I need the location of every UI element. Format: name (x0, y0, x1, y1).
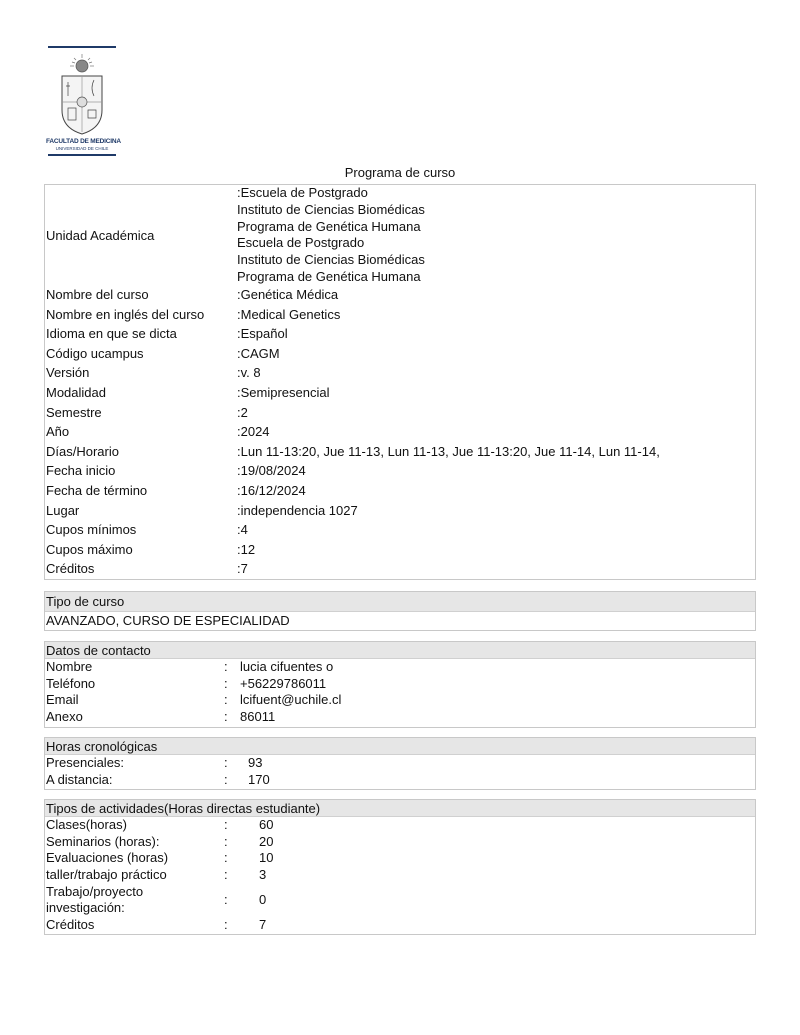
logo-university-text: UNIVERSIDAD DE CHILE (55, 146, 109, 151)
actividad-label: Créditos (46, 917, 95, 932)
course-field-label: Nombre en inglés del curso (46, 306, 205, 322)
actividad-value: 60 (259, 817, 274, 832)
contact-value: lcifuent@uchile.cl (240, 692, 342, 708)
actividad-label: Trabajo/proyecto (46, 884, 144, 899)
faculty-logo (46, 46, 121, 156)
horas-label: A distancia: (46, 771, 113, 787)
course-field-label: Fecha inicio (46, 463, 116, 479)
tipo-curso-header: Tipo de curso (45, 592, 755, 612)
actividades-box (44, 799, 756, 935)
contact-label: Anexo (46, 709, 83, 725)
course-field-value: :Semipresencial (237, 385, 330, 400)
unidad-academica-line: :Escuela de Postgrado (237, 185, 368, 200)
course-field-value: :16/12/2024 (237, 483, 306, 498)
course-field-label: Créditos (46, 561, 95, 577)
actividad-label: investigación: (46, 900, 125, 915)
course-field-label: Año (46, 424, 70, 440)
contact-label: Nombre (46, 659, 93, 674)
course-field-value: :CAGM (237, 345, 280, 361)
course-field-label: Semestre (46, 404, 102, 420)
actividad-label: Seminarios (horas): (46, 834, 160, 849)
actividad-label: Clases(horas) (46, 817, 127, 832)
document-title: Programa de curso (344, 165, 456, 180)
actividades-header: Tipos de actividades(Horas directas estudiante) (45, 800, 755, 817)
course-field-label: Cupos máximo (46, 541, 133, 557)
course-field-value: :7 (237, 561, 248, 577)
course-field-label: Modalidad (46, 385, 106, 400)
course-field-value: :Genética Médica (237, 287, 339, 302)
course-field-value: :v. 8 (237, 365, 261, 381)
contacto-box (44, 641, 756, 728)
course-field-value: :12 (237, 541, 256, 557)
course-field-label: Fecha de término (46, 483, 148, 498)
tipo-curso-box (44, 591, 756, 631)
contact-separator: : (224, 709, 228, 725)
contact-separator: : (224, 659, 228, 674)
course-field-value: :2024 (237, 424, 270, 440)
course-field-label: Días/Horario (46, 443, 119, 459)
contact-separator: : (224, 675, 228, 691)
unidad-academica-line: Instituto de Ciencias Biomédicas (237, 252, 425, 267)
course-field-value: :Medical Genetics (237, 306, 341, 322)
unidad-academica-label: Unidad Académica (46, 228, 155, 243)
actividad-label: Evaluaciones (horas) (46, 850, 169, 865)
contact-label: Teléfono (46, 675, 96, 691)
horas-separator: : (224, 771, 228, 787)
course-info-box (44, 184, 756, 580)
course-field-value: :Español (237, 326, 288, 342)
horas-separator: : (224, 755, 228, 770)
horas-box (44, 737, 756, 790)
actividad-separator: : (224, 850, 228, 865)
contact-value: lucia cifuentes o (240, 659, 334, 674)
horas-value: 93 (248, 755, 263, 770)
horas-header: Horas cronológicas (45, 738, 755, 755)
horas-label: Presenciales: (46, 755, 125, 770)
unidad-academica-line: Programa de Genética Humana (237, 269, 421, 284)
actividad-value: 20 (259, 834, 274, 849)
contact-value: 86011 (240, 709, 276, 725)
faculty-seal-icon (56, 52, 108, 138)
course-field-value: :19/08/2024 (237, 463, 306, 479)
course-field-label: Código ucampus (46, 345, 144, 361)
course-field-value: :4 (237, 522, 248, 538)
logo-faculty-text: FACULTAD DE MEDICINA (46, 138, 121, 145)
tipo-curso-value: AVANZADO, CURSO DE ESPECIALIDAD (46, 613, 290, 628)
course-field-label: Cupos mínimos (46, 522, 137, 538)
contact-separator: : (224, 692, 228, 708)
course-field-label: Nombre del curso (46, 287, 149, 302)
unidad-academica-line: Escuela de Postgrado (237, 235, 365, 250)
actividad-separator: : (224, 817, 228, 832)
logo-bottom-rule (48, 154, 116, 156)
course-field-value: :Lun 11-13:20, Jue 11-13, Lun 11-13, Jue 11-13:20, Jue 11-14, Lun 11-14, (237, 443, 660, 459)
contact-label: Email (46, 692, 79, 708)
contacto-header: Datos de contacto (45, 642, 755, 659)
actividad-separator: : (224, 892, 228, 907)
unidad-academica-line: Instituto de Ciencias Biomédicas (237, 202, 425, 217)
course-field-value: :independencia 1027 (237, 502, 358, 518)
actividad-separator: : (224, 917, 228, 932)
contact-value: +56229786011 (240, 675, 327, 691)
actividad-separator: : (224, 834, 228, 849)
unidad-academica-line: Programa de Genética Humana (237, 219, 421, 234)
horas-value: 170 (248, 771, 270, 787)
course-field-label: Versión (46, 365, 90, 381)
actividad-label: taller/trabajo práctico (46, 867, 167, 882)
course-field-label: Lugar (46, 502, 80, 518)
course-field-label: Idioma en que se dicta (46, 326, 177, 342)
actividad-value: 0 (259, 892, 267, 907)
actividad-value: 10 (259, 850, 274, 865)
course-field-value: :2 (237, 404, 248, 420)
actividad-value: 3 (259, 867, 267, 882)
actividad-separator: : (224, 867, 228, 882)
logo-top-rule (48, 46, 116, 48)
actividad-value: 7 (259, 917, 267, 932)
